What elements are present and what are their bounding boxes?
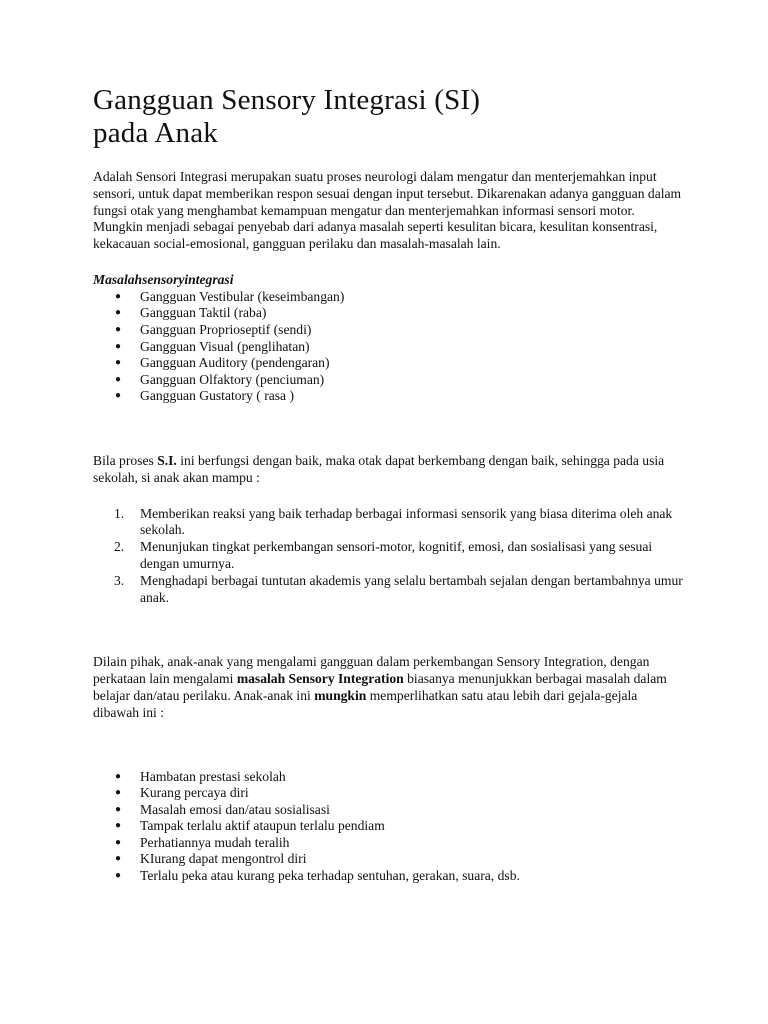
document-page — [93, 84, 683, 885]
bullet-icon: ● — [115, 323, 122, 335]
bullet-icon: ● — [115, 357, 122, 369]
list-item: ● KIurang dapat mengontrol diri — [115, 851, 307, 867]
title-line-2: pada Anak — [93, 117, 219, 149]
symptoms-list — [93, 769, 683, 885]
si-function-paragraph: Bila proses S.I. ini berfungsi dengan baik, maka otak dapat berkembang dengan baik, sehingga pada usia sekolah, si anak akan mampu : — [93, 452, 665, 485]
page-title — [93, 84, 683, 150]
bold-phrase: masalah Sensory Integration — [236, 671, 404, 687]
list-item: ● Gangguan Gustatory ( rasa ) — [115, 388, 295, 404]
list-item: ● Gangguan Taktil (raba) — [115, 305, 267, 321]
bullet-icon: ● — [115, 820, 122, 832]
problems-list — [93, 289, 683, 405]
bold-word: mungkin — [314, 687, 367, 703]
bullet-icon: ● — [115, 307, 122, 319]
bullet-icon: ● — [115, 290, 122, 302]
section-subheading: Masalahsensoryintegrasi — [93, 271, 234, 287]
bullet-icon: ● — [115, 340, 122, 352]
si-problem-paragraph: Dilain pihak, anak-anak yang mengalami gangguan dalam perkembangan Sensory Integration, dengan perkataan lain mengalami masalah Sensory Integration biasanya menunjukkan berbagai masalah dalam belajar dan/atau perilaku. Anak-anak ini mungkin memperlihatkan satu atau lebih dari gejala-gejala dibawah ini : — [93, 654, 667, 720]
list-item: ● Hambatan prestasi sekolah — [115, 768, 286, 784]
bullet-icon: ● — [115, 803, 122, 815]
list-item: 1. Memberikan reaksi yang baik terhadap berbagai informasi sensorik yang biasa diterima oleh anak sekolah. — [114, 505, 673, 538]
bullet-icon: ● — [115, 870, 122, 882]
list-item: ● Gangguan Vestibular (keseimbangan) — [115, 288, 345, 304]
list-item: ● Gangguan Olfaktory (penciuman) — [115, 371, 325, 387]
list-item: ● Terlalu peka atau kurang peka terhadap sentuhan, gerakan, suara, dsb. — [115, 868, 520, 884]
si-abbrev: S.I. — [157, 452, 177, 468]
list-item: ● Gangguan Visual (penglihatan) — [115, 338, 310, 354]
list-item: 3. Menghadapi berbagai tuntutan akademis yang selalu bertambah sejalan dengan bertambahnya umur anak. — [114, 572, 683, 605]
list-item: 2. Menunjukan tingkat perkembangan sensori-motor, kognitif, emosi, dan sosialisasi yang sesuai dengan umurnya. — [114, 539, 653, 571]
bullet-icon: ● — [115, 836, 122, 848]
intro-paragraph: Adalah Sensori Integrasi merupakan suatu proses neurologi dalam mengatur dan menterjemahkan input sensori, untuk dapat memberikan respon sesuai dengan input tersebut. Dikarenakan adanya gangguan dalam fungsi otak yang menghambat kemampuan mengatur dan menterjemahkan informasi sensori motor. Mungkin menjadi sebagai penyebab dari adanya masalah seperti kesulitan bicara, kesulitan konsentrasi, kekacauan social-emosional, gangguan perilaku dan masalah-masalah lain. — [93, 169, 682, 252]
bullet-icon: ● — [115, 853, 122, 865]
list-item: ● Kurang percaya diri — [115, 785, 249, 801]
list-item: ● Tampak terlalu aktif ataupun terlalu pendiam — [115, 818, 385, 834]
list-item: ● Gangguan Auditory (pendengaran) — [115, 355, 330, 371]
bullet-icon: ● — [115, 787, 122, 799]
list-item: ● Perhatiannya mudah teralih — [115, 834, 290, 850]
list-item: ● Masalah emosi dan/atau sosialisasi — [115, 801, 330, 817]
title-line-1: Gangguan Sensory Integrasi (SI) — [93, 84, 481, 116]
abilities-list — [93, 506, 683, 607]
bullet-icon: ● — [115, 770, 122, 782]
bullet-icon: ● — [115, 373, 122, 385]
list-item: ● Gangguan Proprioseptif (sendi) — [115, 321, 312, 337]
bullet-icon: ● — [115, 390, 122, 402]
